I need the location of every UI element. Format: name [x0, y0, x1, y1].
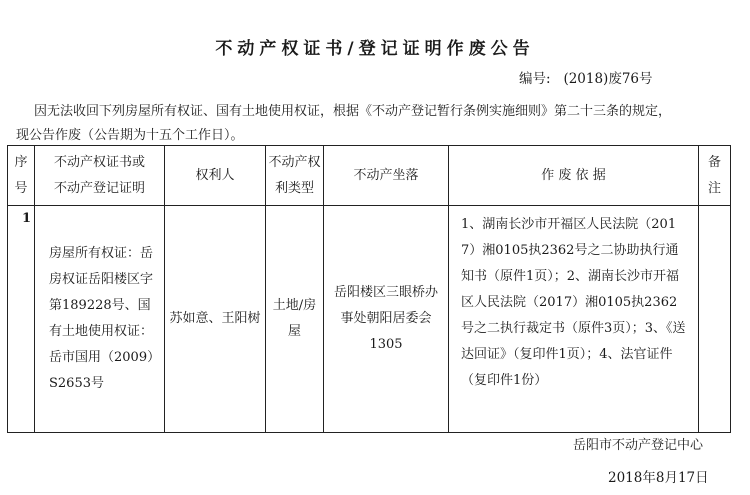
cell-basis: 1、湖南长沙市开福区人民法院（2017）湘0105执2362号之二协助执行通知书（原件1页）；2、湖南长沙市开福区人民法院（2017）湘0105执2362号之二执行裁定书（原件3页）；3、《送达回证》（复印件1页）；4、法官证件（复印件1份） — [449, 206, 699, 433]
intro-line-2: 现公告作废（公告期为十五个工作日）。 — [16, 128, 244, 143]
cell-note — [699, 206, 731, 433]
cell-holder: 苏如意、王阳树 — [165, 206, 266, 433]
table-header-row — [8, 146, 731, 206]
announcement-table — [7, 145, 731, 433]
page-title: 不动产权证书/登记证明作废公告 — [215, 39, 535, 59]
header-seq: 序 号 — [8, 146, 35, 206]
document-number — [519, 67, 653, 87]
header-note: 备 注 — [699, 146, 731, 206]
header-right-type: 不动产权 利类型 — [266, 146, 324, 206]
header-certificate: 不动产权证书或 不动产登记证明 — [35, 146, 165, 206]
header-basis: 作 废 依 据 — [449, 146, 699, 206]
issuing-center: 岳阳市不动产登记中心 — [573, 438, 704, 453]
header-location: 不动产坐落 — [324, 146, 449, 206]
issue-date: 2018年8月17日 — [608, 470, 709, 486]
cell-seq: 1 — [8, 206, 35, 433]
document-number-label: 编号: — [519, 71, 551, 87]
header-holder: 权利人 — [165, 146, 266, 206]
cell-location: 岳阳楼区三眼桥办事处朝阳居委会1305 — [324, 206, 449, 433]
cell-right-type: 土地/房屋 — [266, 206, 324, 433]
intro-line-1: 因无法收回下列房屋所有权证、国有土地使用权证，根据《不动产登记暂行条例实施细则》第二十三条的规定， — [34, 104, 672, 119]
document-number-value: (2018)废76号 — [563, 71, 653, 87]
cell-certificate: 房屋所有权证：岳房权证岳阳楼区字第189228号、国有土地使用权证：岳市国用（2009）S2653号 — [35, 206, 165, 433]
table-row — [8, 206, 731, 433]
